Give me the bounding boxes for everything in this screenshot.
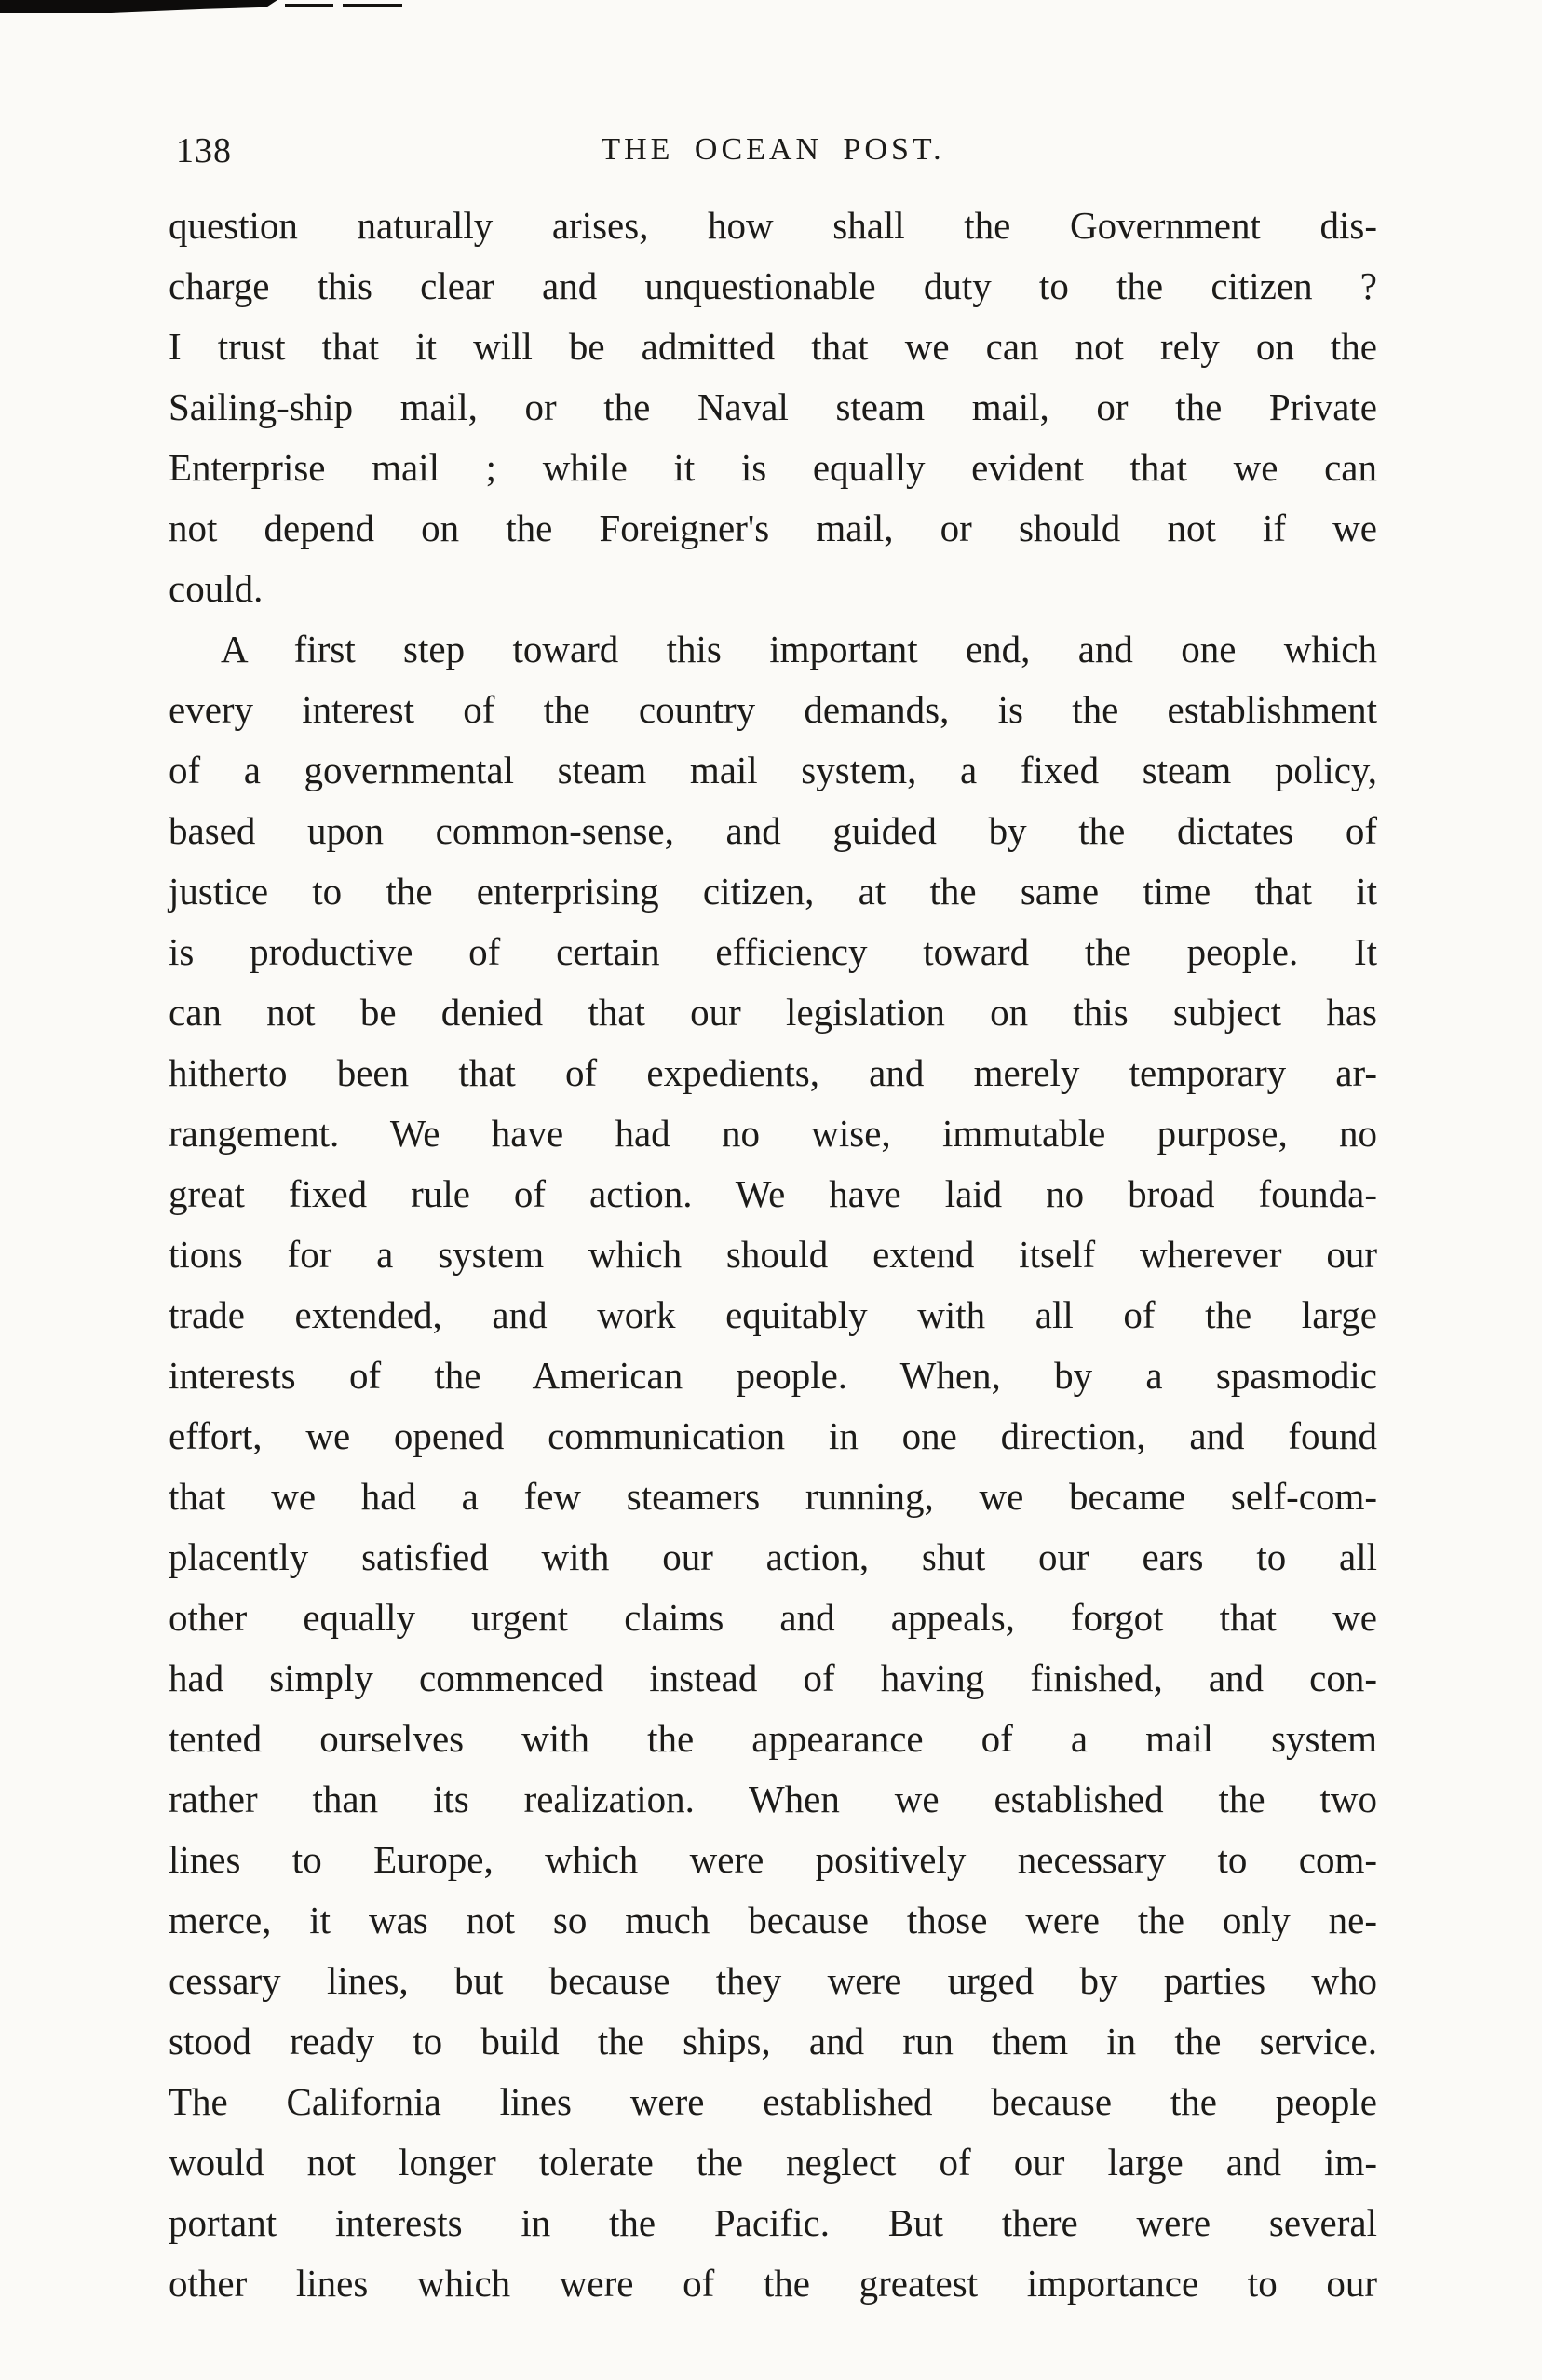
text-line: Sailing-ship mail, or the Naval steam mail, or the Private xyxy=(169,385,1377,428)
text-line: merce, it was not so much because those were the only ne- xyxy=(169,1899,1377,1941)
text-line: tented ourselves with the appearance of a mail system xyxy=(169,1717,1377,1760)
text-line: Enterprise mail ; while it is equally evident that we can xyxy=(169,446,1377,489)
text-line: had simply commenced instead of having finished, and con- xyxy=(169,1657,1377,1699)
text-line: portant interests in the Pacific. But there were several xyxy=(169,2201,1377,2244)
scan-artifact xyxy=(0,0,277,13)
scan-artifact-dash xyxy=(343,4,402,7)
text-line: based upon common-sense, and guided by the dictates of xyxy=(169,809,1377,852)
text-line: question naturally arises, how shall the Government dis- xyxy=(169,204,1377,247)
text-line: placently satisfied with our action, shut our ears to all xyxy=(169,1535,1377,1578)
text-line: every interest of the country demands, is the establishment xyxy=(169,688,1377,731)
text-line: The California lines were established because the people xyxy=(169,2080,1377,2123)
text-line: trade extended, and work equitably with all of the large xyxy=(169,1293,1377,1336)
page-content xyxy=(169,130,1377,2314)
text-line: effort, we opened communication in one direction, and found xyxy=(169,1414,1377,1457)
text-line: great fixed rule of action. We have laid no broad founda- xyxy=(169,1172,1377,1215)
paragraph xyxy=(169,196,1377,619)
text-line: stood ready to build the ships, and run them in the service. xyxy=(169,2020,1377,2062)
scan-artifact-dash xyxy=(285,4,333,7)
text-line: other equally urgent claims and appeals, forgot that we xyxy=(169,1596,1377,1639)
text-line: that we had a few steamers running, we became self-com- xyxy=(169,1475,1377,1518)
text-line: of a governmental steam mail system, a fixed steam policy, xyxy=(169,749,1377,791)
text-line: A first step toward this important end, and one which xyxy=(221,628,1377,670)
page-header xyxy=(169,130,1377,175)
text-line: lines to Europe, which were positively necessary to com- xyxy=(169,1838,1377,1881)
page-body xyxy=(169,196,1377,2314)
paragraph xyxy=(169,619,1377,2314)
text-line: interests of the American people. When, by a spasmodic xyxy=(169,1354,1377,1397)
text-line: is productive of certain efficiency toward the people. It xyxy=(169,930,1377,973)
text-line: justice to the enterprising citizen, at the same time that it xyxy=(169,870,1377,913)
text-line: could. xyxy=(169,567,264,610)
text-line: would not longer tolerate the neglect of our large and im- xyxy=(169,2141,1377,2184)
text-line: charge this clear and unquestionable duty to the citizen ? xyxy=(169,264,1377,307)
text-line: not depend on the Foreigner's mail, or should not if we xyxy=(169,507,1377,549)
running-head: THE OCEAN POST. xyxy=(601,132,945,167)
text-line: tions for a system which should extend itself wherever our xyxy=(169,1233,1377,1276)
text-line: hitherto been that of expedients, and merely temporary ar- xyxy=(169,1051,1377,1094)
page-number: 138 xyxy=(176,131,232,170)
text-line: rangement. We have had no wise, immutable purpose, no xyxy=(169,1112,1377,1155)
text-line: can not be denied that our legislation on this subject has xyxy=(169,991,1377,1034)
text-line: I trust that it will be admitted that we can not rely on the xyxy=(169,325,1377,368)
text-line: cessary lines, but because they were urged by parties who xyxy=(169,1959,1377,2002)
text-line: other lines which were of the greatest importance to our xyxy=(169,2262,1377,2305)
text-line: rather than its realization. When we established the two xyxy=(169,1778,1377,1820)
